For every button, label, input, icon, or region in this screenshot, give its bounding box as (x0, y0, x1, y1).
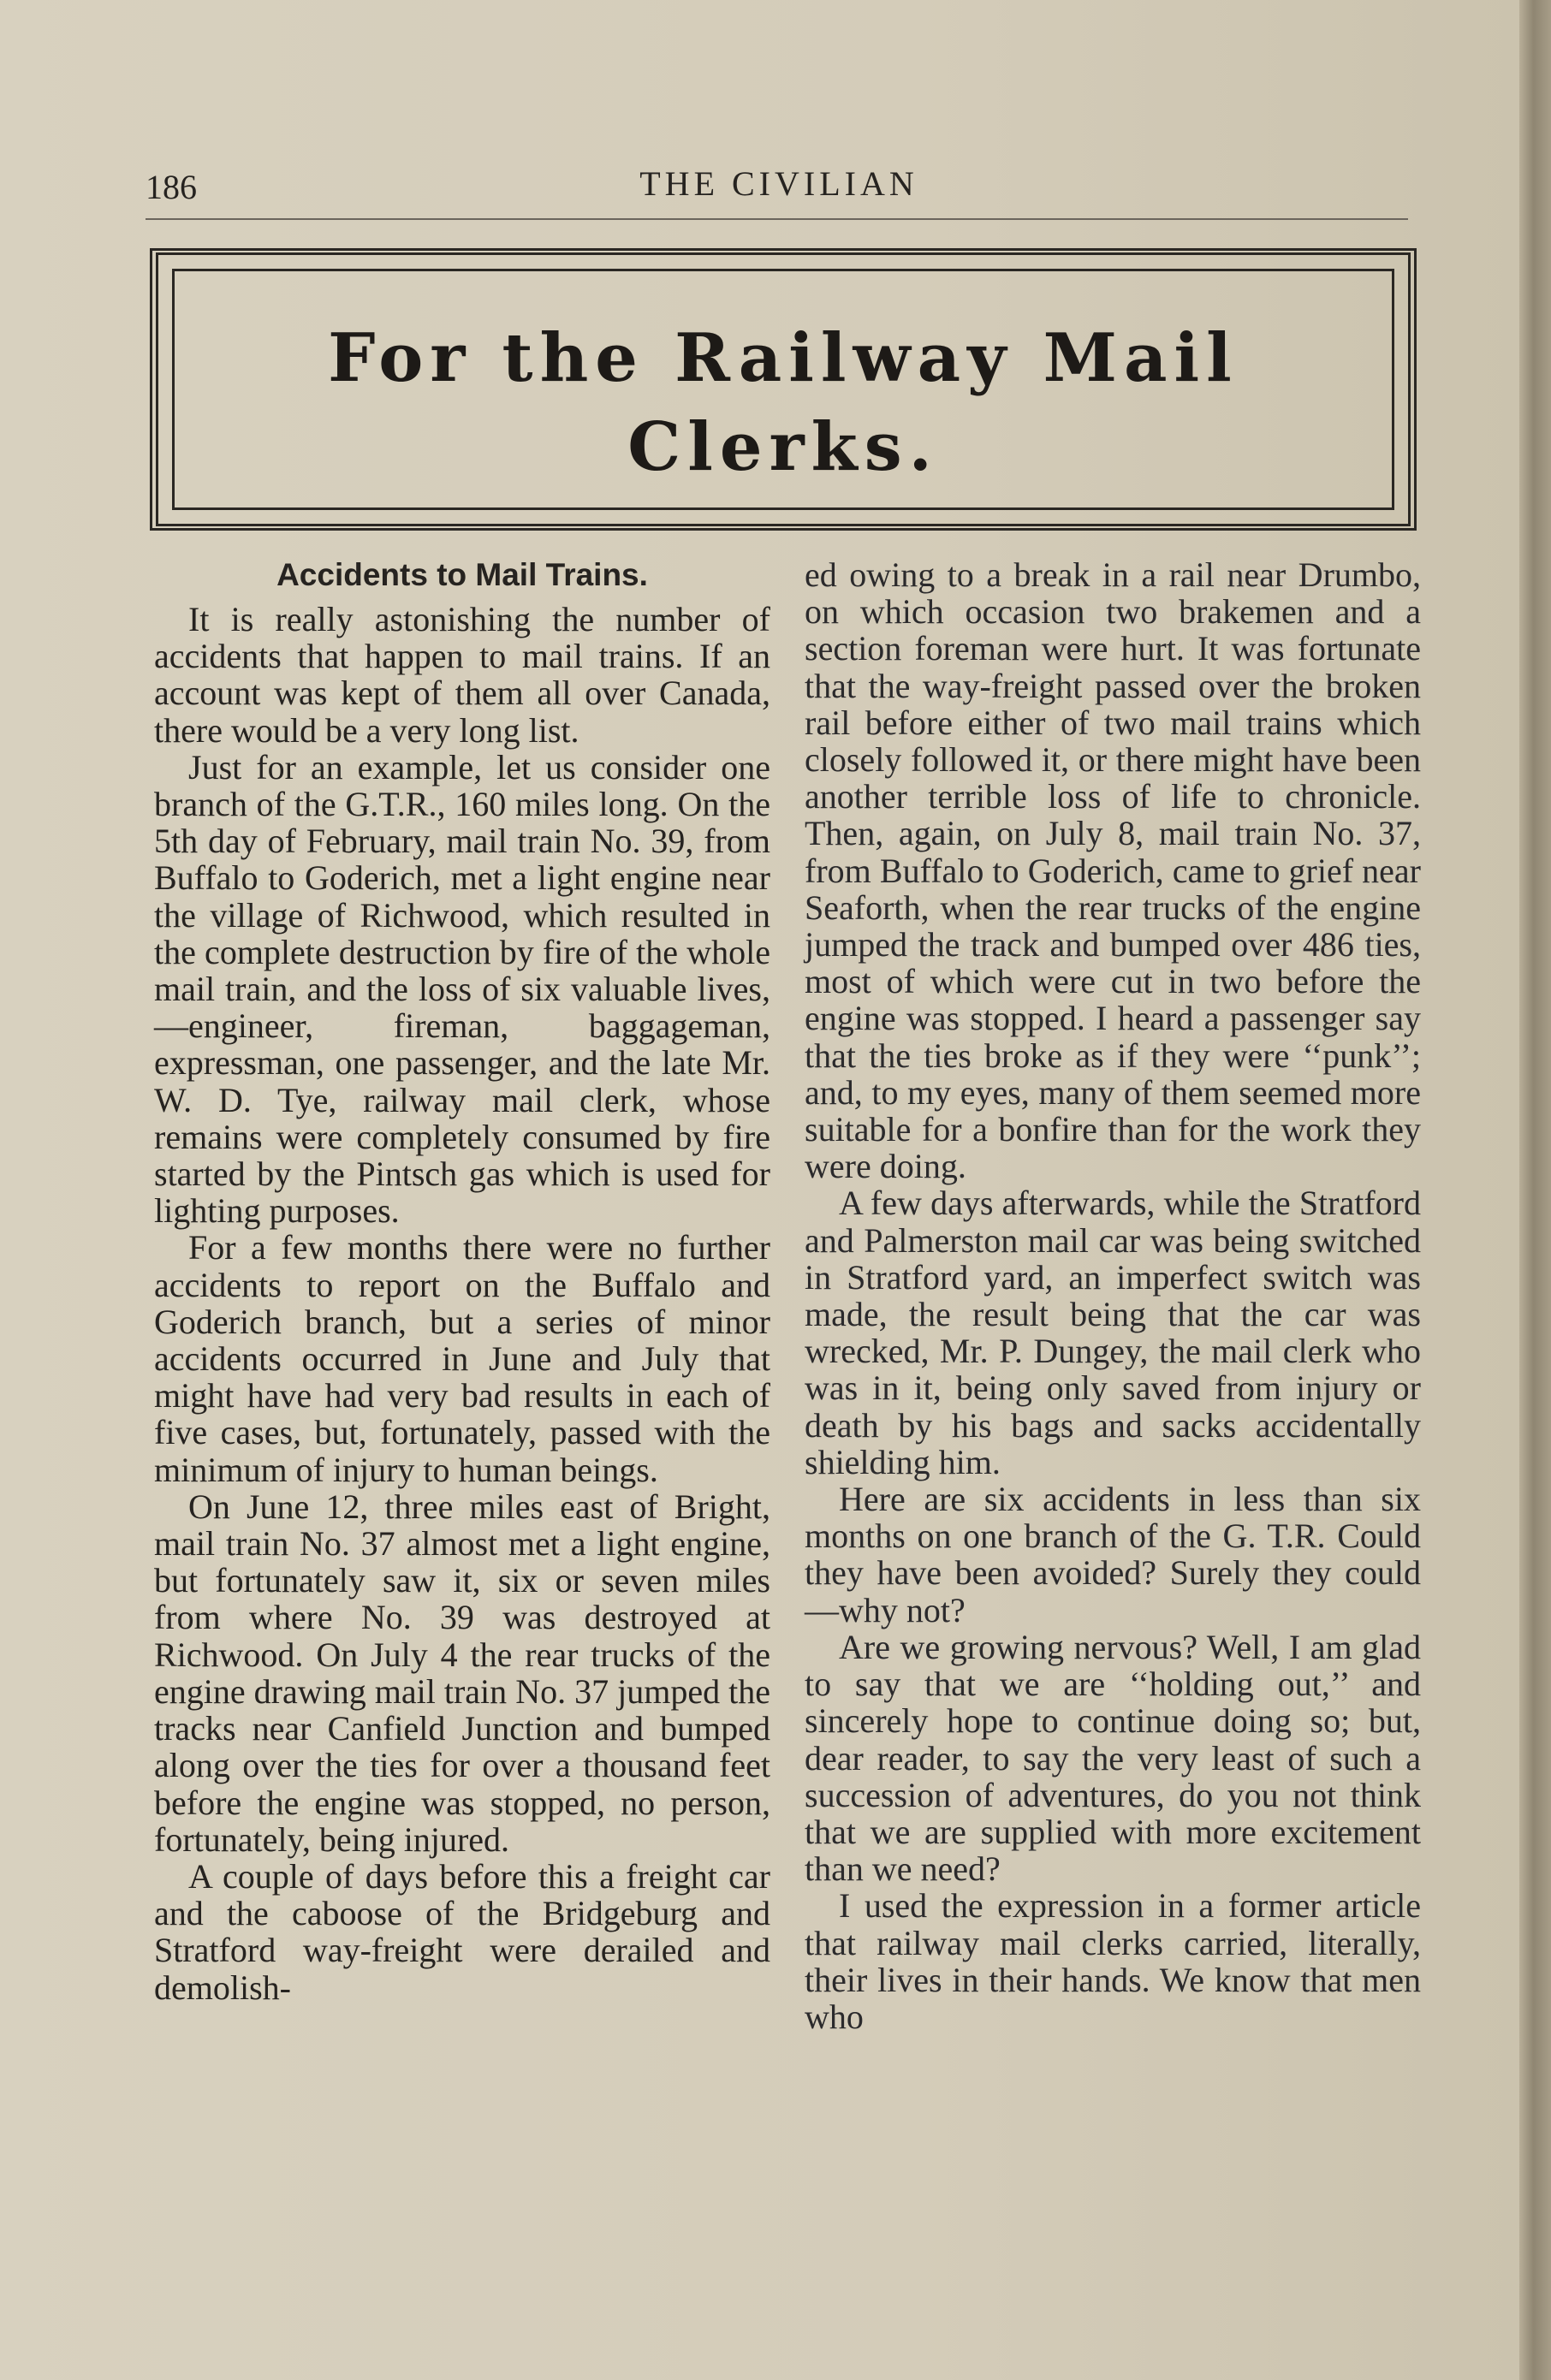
paragraph: On June 12, three miles east of Bright, mail train No. 37 almost met a light engine, but fortunately saw it, six or seven miles from where No. 39 was destroyed at Richwood. On July 4 the rear trucks of the engine drawing mail train No. 37 jumped the tracks near Canfield Junction and bumped along over the ties for over a thousand feet before the engine was stopped, no person, fortunately, being injured. (154, 1487, 770, 1859)
paragraph: A few days afterwards, while the Stratford and Palmerston mail car was being switched in Stratford yard, an imperfect switch was made, the result being that the car was wrecked, Mr. P. Dungey, the mail clerk who was in it, being only saved from injury or death by his bags and sacks accidentally shielding him. (805, 1184, 1421, 1481)
paragraph: A couple of days before this a freight car and the caboose of the Bridgeburg and Stratford way-freight were derailed and demolish- (154, 1856, 770, 2007)
publication-title: THE CIVILIAN (639, 164, 918, 203)
banner-inner-frame (172, 269, 1394, 510)
header-rule (146, 218, 1408, 220)
paragraph: Here are six accidents in less than six months on one branch of the G. T.R. Could they have been avoided? Surely they could—why not? (805, 1480, 1421, 1629)
article-heading: Accidents to Mail Trains. (276, 557, 648, 592)
running-head (146, 157, 1412, 208)
paragraph: It is really astonishing the number of accidents that happen to mail trains. If an account was kept of them all over Canada, there would be a very long list. (154, 600, 770, 750)
page-number: 186 (146, 168, 197, 206)
paragraph: Just for an example, let us consider one branch of the G.T.R., 160 miles long. On the 5th day of February, mail train No. 39, from Buffalo to Goderich, met a light engine near the village of Richwood, which resulted in the complete destruction by fire of the whole mail train, and the loss of six valuable lives,—engineer, fireman, baggageman, expressman, one passenger, and the late Mr. W. D. Tye, railway mail clerk, whose remains were completely consumed by fire started by the Pintsch gas which is used for lighting purposes. (154, 747, 770, 1231)
article-column-right (805, 556, 1421, 2035)
paragraph: Are we growing nervous? Well, I am glad to say that we are ‘‘holding out,’’ and sincerely hope to continue doing so; but, dear reader, to say the very least of such a succession of adventures, do you not think that we are supplied with more excitement than we need? (805, 1627, 1421, 1889)
paragraph-continuation: ed owing to a break in a rail near Drumbo, on which occasion two brakemen and a section foreman were hurt. It was fortunate that the way-freight passed over the broken rail before either of two mail trains which closely followed it, or there might have been another terrible loss of life to chronicle. Then, again, on July 8, mail train No. 37, from Buffalo to Goderich, came to grief near Seaforth, when the rear trucks of the engine jumped the track and bumped over 486 ties, most of which were cut in two before the engine was stopped. I heard a passenger say that the ties broke as if they were ‘‘punk’’; and, to my eyes, many of them seemed more suitable for a bonfire than for the work they were doing. (805, 555, 1421, 1186)
paragraph: For a few months there were no further accidents to report on the Buffalo and Goderich branch, but a series of minor accidents occurred in June and July that might have had very bad results in each of five cases, but, fortunately, passed with the minimum of injury to human beings. (154, 1228, 770, 1489)
section-banner (150, 248, 1417, 531)
page-gutter (1519, 0, 1551, 2380)
article-column-left (154, 556, 770, 2006)
paragraph: I used the expression in a former article that railway mail clerks carried, literally, their lives in their hands. We know that men who (805, 1886, 1421, 2036)
section-title: For the Railway Mail Clerks. (328, 319, 1239, 486)
